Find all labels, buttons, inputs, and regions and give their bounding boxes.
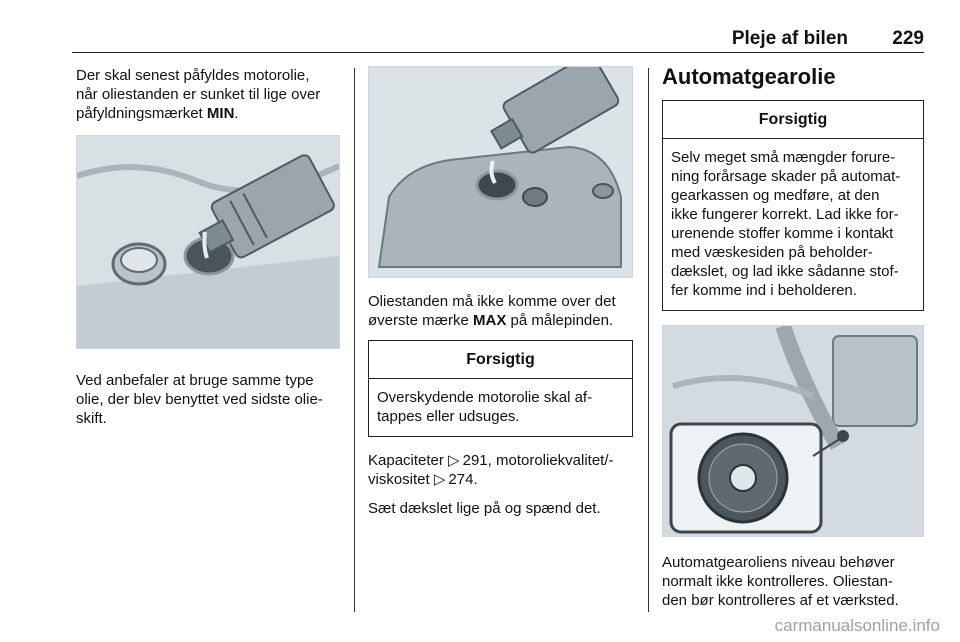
caution-text: Selv meget små mængder forure- ning forårsage skader på automat- gearkassen og medføre, at den ikke fungerer korrekt. Lad ikke for- urenende stoffer komme i kontakt med væskesiden på beholder- dækslet, og lad ikke sådanne stof- fer komme ind i beholderen.	[671, 149, 901, 299]
watermark: carmanualsonline.info	[774, 616, 940, 635]
column-1	[76, 66, 340, 438]
closing-instruction: Sæt dækslet lige på og spænd det.	[368, 500, 601, 517]
engine-oil-cap-illustration	[368, 66, 633, 278]
transmission-fluid-cap-illustration	[662, 325, 924, 537]
intro-paragraph: Der skal senest påfyldes motorolie, når oliestanden er sunket til lige over påfyldningsmærket MIN.	[76, 67, 321, 122]
column-divider-1	[354, 68, 355, 612]
oil-type-advice: Ved anbefaler at bruge samme type olie, der blev benyttet ved sidste olie- skift.	[76, 372, 323, 427]
max-mark: MAX	[473, 312, 507, 329]
section-heading: Automatgearolie	[662, 64, 836, 89]
transmission-note: Automatgearoliens niveau behøver normalt ikke kontrolleres. Oliestan- den bør kontrolleres af et værksted.	[662, 554, 899, 609]
reference-paragraph: Kapaciteter ▷ 291, motoroliekvalitet/- viskositet ▷ 274.	[368, 452, 614, 488]
column-3	[662, 64, 924, 620]
caution-title: Forsigtig	[663, 101, 923, 139]
page-ref-viscosity[interactable]: 274	[448, 471, 474, 488]
column-2	[368, 66, 633, 528]
max-level-paragraph: Oliestanden må ikke komme over det øverste mærke MAX på målepinden.	[368, 293, 616, 329]
engine-oil-fill-illustration	[76, 135, 340, 349]
triangle-right-icon: ▷	[448, 452, 460, 469]
page-title: Pleje af bilen	[731, 28, 848, 49]
caution-box-excess-oil	[368, 340, 633, 437]
page-header	[72, 26, 924, 53]
page-ref-capacities[interactable]: 291	[462, 452, 488, 469]
min-mark: MIN	[206, 105, 235, 122]
caution-box-contamination	[662, 100, 924, 311]
caution-text: Overskydende motorolie skal af- tappes eller udsuges.	[377, 389, 593, 425]
page-number: 229	[892, 28, 924, 49]
caution-title: Forsigtig	[369, 341, 632, 379]
triangle-right-icon: ▷	[433, 471, 446, 488]
column-divider-2	[648, 68, 649, 612]
